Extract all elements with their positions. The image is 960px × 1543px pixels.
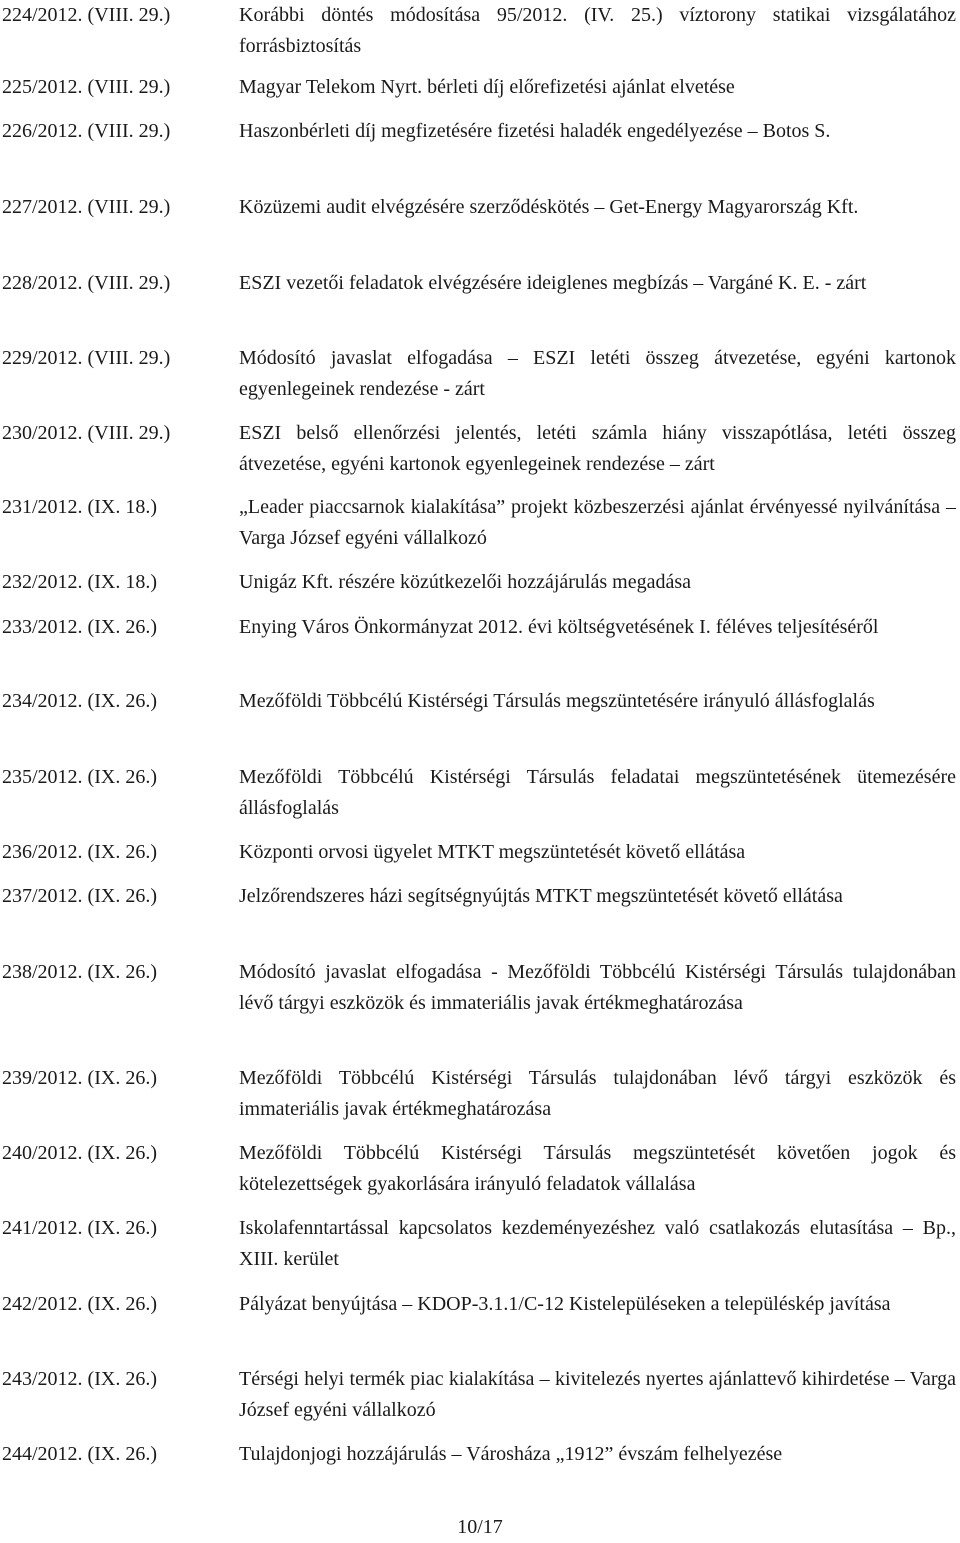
resolution-title: Unigáz Kft. részére közútkezelői hozzájárulás megadása <box>239 571 691 593</box>
resolution-number: 231/2012. (IX. 18.) <box>2 496 157 518</box>
resolution-number: 236/2012. (IX. 26.) <box>2 841 157 863</box>
resolution-number: 232/2012. (IX. 18.) <box>2 571 157 593</box>
resolution-number: 224/2012. (VIII. 29.) <box>2 4 171 26</box>
resolution-number: 238/2012. (IX. 26.) <box>2 961 157 983</box>
resolution-number: 228/2012. (VIII. 29.) <box>2 272 171 294</box>
resolution-title: Enying Város Önkormányzat 2012. évi költségvetésének I. féléves teljesítéséről <box>239 616 879 638</box>
resolution-number: 229/2012. (VIII. 29.) <box>2 347 171 369</box>
resolution-title: Módosító javaslat elfogadása – ESZI letéti összeg átvezetése, egyéni kartonok egyenlegeinek rendezése - zárt <box>239 347 956 400</box>
resolution-number: 240/2012. (IX. 26.) <box>2 1142 157 1164</box>
resolution-title: Módosító javaslat elfogadása - Mezőföldi Többcélú Kistérségi Társulás tulajdonában lévő tárgyi eszközök és immateriális javak értékmeghatározása <box>239 961 956 1014</box>
resolution-title: Jelzőrendszeres házi segítségnyújtás MTKT megszüntetését követő ellátása <box>239 885 843 907</box>
resolution-title: Térségi helyi termék piac kialakítása – kivitelezés nyertes ajánlattevő kihirdetése – Varga József egyéni vállalkozó <box>239 1368 956 1421</box>
resolution-number: 234/2012. (IX. 26.) <box>2 690 157 712</box>
resolution-title: „Leader piaccsarnok kialakítása” projekt közbeszerzési ajánlat érvényessé nyilvánítása – Varga József egyéni vállalkozó <box>239 496 956 549</box>
resolution-number: 239/2012. (IX. 26.) <box>2 1067 157 1089</box>
resolution-title: Tulajdonjogi hozzájárulás – Városháza „1912” évszám felhelyezése <box>239 1443 783 1465</box>
resolution-title: Mezőföldi Többcélú Kistérségi Társulás feladatai megszüntetésének ütemezésére állásfoglalás <box>239 766 956 819</box>
resolution-title: ESZI belső ellenőrzési jelentés, letéti számla hiány visszapótlása, letéti összeg átvezetése, egyéni kartonok egyenlegeinek rendezése – zárt <box>239 422 956 475</box>
resolution-title: Haszonbérleti díj megfizetésére fizetési haladék engedélyezése – Botos S. <box>239 120 831 142</box>
resolution-title: ESZI vezetői feladatok elvégzésére ideiglenes megbízás – Vargáné K. E. - zárt <box>239 272 867 294</box>
resolution-title: Korábbi döntés módosítása 95/2012. (IV. 25.) víztorony statikai vizsgálatához forrásbiztosítás <box>239 4 956 57</box>
resolution-title: Közüzemi audit elvégzésére szerződéskötés – Get-Energy Magyarország Kft. <box>239 196 859 218</box>
resolution-title: Mezőföldi Többcélú Kistérségi Társulás tulajdonában lévő tárgyi eszközök és immateriális javak értékmeghatározása <box>239 1067 956 1120</box>
resolution-title: Pályázat benyújtása – KDOP-3.1.1/C-12 Kistelepüléseken a településkép javítása <box>239 1293 891 1315</box>
resolution-title: Mezőföldi Többcélú Kistérségi Társulás megszüntetésére irányuló állásfoglalás <box>239 690 875 712</box>
resolution-title: Mezőföldi Többcélú Kistérségi Társulás megszüntetését követően jogok és kötelezettségek gyakorlására irányuló feladatok vállalása <box>239 1142 956 1195</box>
resolution-number: 227/2012. (VIII. 29.) <box>2 196 171 218</box>
resolution-number: 243/2012. (IX. 26.) <box>2 1368 157 1390</box>
resolution-title: Iskolafenntartással kapcsolatos kezdeményezéshez való csatlakozás elutasítása – Bp., XIII. kerület <box>239 1217 956 1270</box>
resolution-number: 226/2012. (VIII. 29.) <box>2 120 171 142</box>
resolution-number: 225/2012. (VIII. 29.) <box>2 76 171 98</box>
resolution-number: 241/2012. (IX. 26.) <box>2 1217 157 1239</box>
resolution-number: 230/2012. (VIII. 29.) <box>2 422 171 444</box>
resolution-number: 242/2012. (IX. 26.) <box>2 1293 157 1315</box>
resolution-number: 237/2012. (IX. 26.) <box>2 885 157 907</box>
resolution-title: Magyar Telekom Nyrt. bérleti díj előrefizetési ajánlat elvetése <box>239 76 735 98</box>
resolution-number: 235/2012. (IX. 26.) <box>2 766 157 788</box>
resolution-number: 244/2012. (IX. 26.) <box>2 1443 157 1465</box>
resolution-number: 233/2012. (IX. 26.) <box>2 616 157 638</box>
resolution-title: Központi orvosi ügyelet MTKT megszüntetését követő ellátása <box>239 841 746 863</box>
page-number: 10/17 <box>457 1516 503 1538</box>
